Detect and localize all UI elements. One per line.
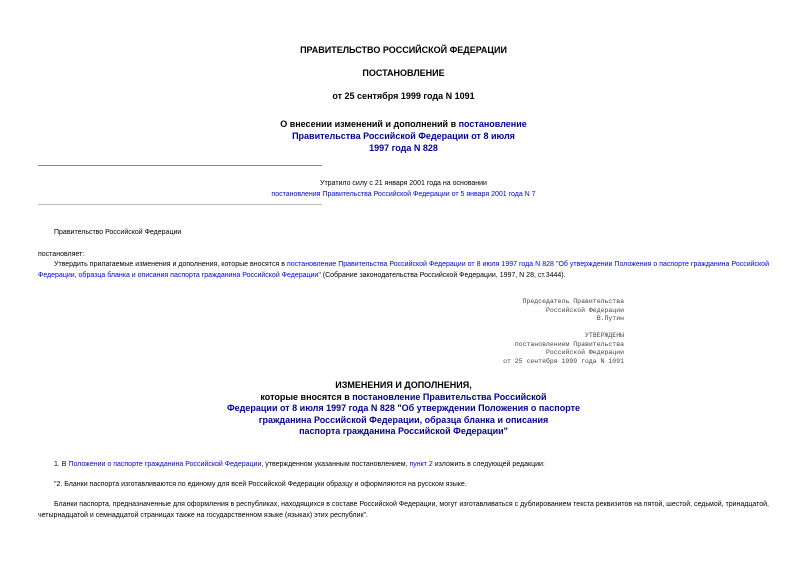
- item1-mid: , утвержденном указанным постановлением,: [261, 461, 410, 468]
- changes-title-line1: ИЗМЕНЕНИЯ И ДОПОЛНЕНИЯ,: [335, 380, 472, 390]
- repeal-link[interactable]: постановления Правительства Российской Федерации от 5 января 2001 года N 7: [271, 191, 536, 198]
- title-link-line1[interactable]: постановление: [458, 119, 527, 129]
- title-link-line2[interactable]: Правительства Российской Федерации от 8 июля: [292, 131, 515, 141]
- paragraph-approve: [38, 259, 769, 281]
- decides-text: постановляет:: [38, 251, 85, 258]
- item-2: "2. Бланки паспорта изготавливаются по единому для всей Российской Федерации образцу и оформляются на русском языке.: [54, 481, 467, 488]
- title-link-line3[interactable]: 1997 года N 828: [369, 143, 438, 153]
- changes-link-line4[interactable]: паспорта гражданина Российской Федерации": [299, 426, 508, 436]
- signature-block: [440, 298, 624, 324]
- document-title: [0, 118, 807, 154]
- item1-link-clause[interactable]: пункт 2: [409, 461, 433, 468]
- approved-block: [440, 332, 624, 366]
- changes-title-pre: которые вносятся в: [260, 391, 353, 402]
- approved-org: Российской Федерации: [545, 349, 624, 356]
- item-3: Бланки паспорта, предназначенные для оформления в республиках, находящихся в составе Российской Федерации, могут изготавливаться с дублированием текста реквизитов на пятой, шестой, седьмой, тринадцатой, четырнадцатой и семнадцатой страницах также на государственном языке (языках) этих республик".: [38, 501, 769, 519]
- intro-text: Правительство Российской Федерации: [54, 229, 182, 236]
- repeal-note: [0, 178, 807, 200]
- divider-line: [38, 165, 322, 166]
- para1-post: (Собрание законодательства Российской Федерации, 1997, N 28, ст.3444).: [320, 272, 566, 279]
- document-type: ПОСТАНОВЛЕНИЕ: [362, 68, 445, 78]
- changes-title: [0, 380, 807, 438]
- item1-post: изложить в следующей редакции:: [432, 461, 545, 468]
- divider-line-2: [38, 204, 322, 205]
- approved-label: УТВЕРЖДЕНЫ: [584, 332, 624, 339]
- changes-link-line3[interactable]: гражданина Российской Федерации, образца бланка и описания: [258, 414, 549, 425]
- para1-link[interactable]: постановление Правительства Российской Федерации от 8 июля 1997 года N 828 "Об утверждении Положения о паспорте гражданина Российской Федерации, образца бланка и описания паспорта гражданина Российской Федерации": [38, 261, 769, 279]
- para1-pre: Утвердить прилагаемые изменения и дополнения, которые вносятся в: [54, 261, 287, 268]
- signature-name: В.Путин: [596, 315, 624, 322]
- changes-link-line1[interactable]: постановление Правительства Российской: [352, 391, 547, 402]
- item-1: [54, 459, 769, 470]
- government-heading: ПРАВИТЕЛЬСТВО РОССИЙСКОЙ ФЕДЕРАЦИИ: [300, 45, 507, 55]
- item1-pre: 1. В: [54, 461, 69, 468]
- item1-link-regulation[interactable]: Положении о паспорте гражданина Российской Федерации: [68, 461, 262, 468]
- changes-link-line2[interactable]: Федерации от 8 июля 1997 года N 828 "Об утверждении Положения о паспорте: [226, 403, 581, 413]
- approved-by: постановлением Правительства: [514, 340, 624, 348]
- signature-org: Российской Федерации: [545, 306, 624, 314]
- signature-title: Председатель Правительства: [522, 298, 624, 305]
- approved-date: от 25 сентября 1999 года N 1091: [503, 357, 624, 365]
- repeal-line1: Утратило силу с 21 января 2001 года на основании: [320, 180, 487, 187]
- title-prefix: О внесении изменений и дополнений в: [280, 119, 459, 129]
- document-date-number: от 25 сентября 1999 года N 1091: [332, 91, 475, 101]
